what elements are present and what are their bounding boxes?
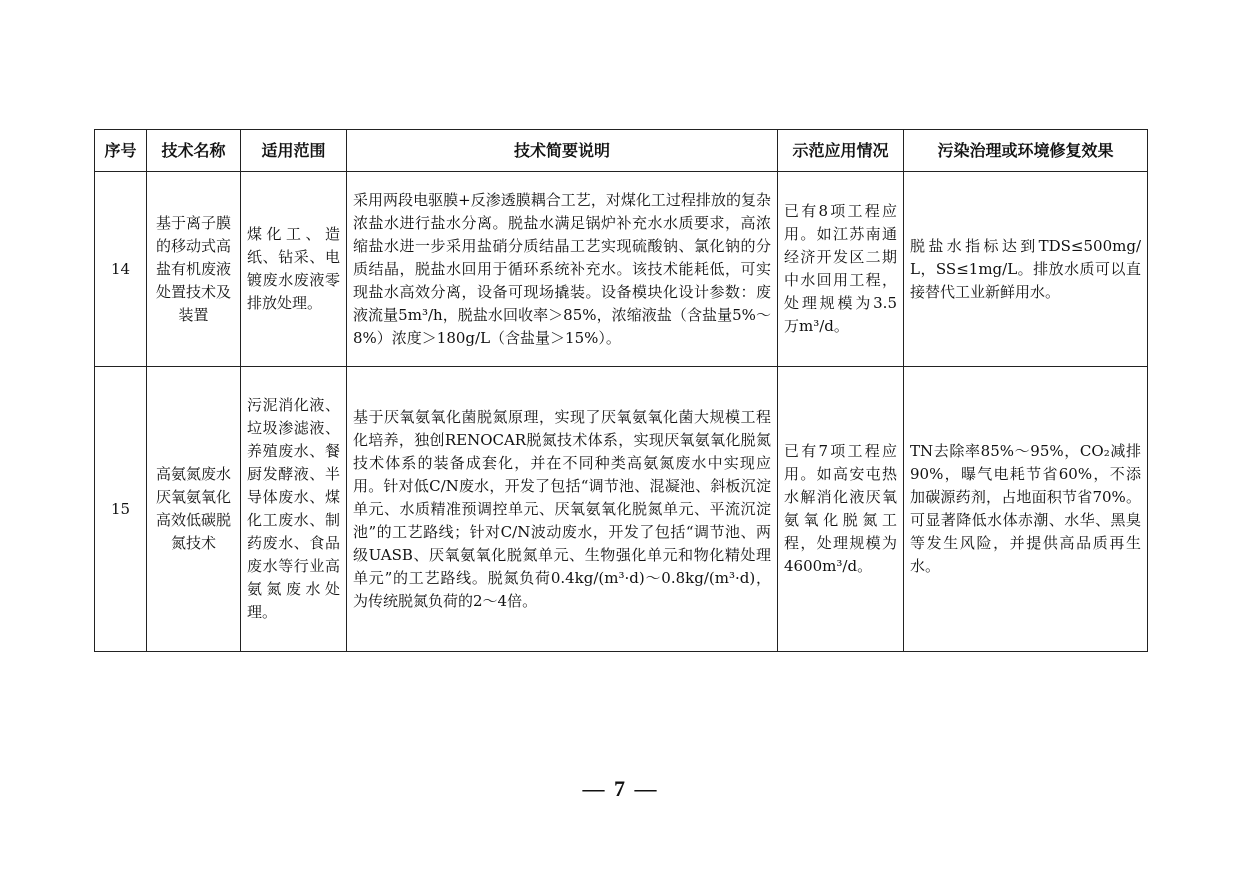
header-application: 示范应用情况 xyxy=(778,130,904,172)
header-effect: 污染治理或环境修复效果 xyxy=(904,130,1148,172)
cell-description: 基于厌氧氨氧化菌脱氮原理，实现了厌氧氨氧化菌大规模工程化培养，独创RENOCAR脱氮技术体系，实现厌氧氨氧化脱氮技术体系的装备成套化，并在不同种类高氨氮废水中实现应用。针对低C/N废水，开发了包括“调节池、混凝池、斜板沉淀单元、水质精准预调控单元、厌氧氨氧化脱氮单元、平流沉淀池”的工艺路线；针对C/N波动废水，开发了包括“调节池、两级UASB、厌氧氨氧化脱氮单元、生物强化单元和物化精处理单元”的工艺路线。脱氮负荷0.4kg/(m³·d)～0.8kg/(m³·d)，为传统脱氮负荷的2～4倍。 xyxy=(347,367,778,652)
cell-tech-name: 基于离子膜的移动式高盐有机废液处置技术及装置 xyxy=(147,172,241,367)
technology-table xyxy=(94,129,1148,652)
cell-no: 15 xyxy=(95,367,147,652)
cell-application: 已有8项工程应用。如江苏南通经济开发区二期中水回用工程，处理规模为3.5万m³/d。 xyxy=(778,172,904,367)
header-scope: 适用范围 xyxy=(241,130,347,172)
header-description: 技术简要说明 xyxy=(347,130,778,172)
cell-effect: 脱盐水指标达到TDS≤500mg/L，SS≤1mg/L。排放水质可以直接替代工业新鲜用水。 xyxy=(904,172,1148,367)
cell-application: 已有7项工程应用。如高安屯热水解消化液厌氧氨氧化脱氮工程，处理规模为4600m³/d。 xyxy=(778,367,904,652)
cell-description: 采用两段电驱膜+反渗透膜耦合工艺，对煤化工过程排放的复杂浓盐水进行盐水分离。脱盐水满足锅炉补充水水质要求，高浓缩盐水进一步采用盐硝分质结晶工艺实现硫酸钠、氯化钠的分质结晶，脱盐水回用于循环系统补充水。该技术能耗低，可实现盐水高效分离，设备可现场撬装。设备模块化设计参数：废液流量5m³/h，脱盐水回收率＞85%，浓缩液盐（含盐量5%～8%）浓度＞180g/L（含盐量＞15%）。 xyxy=(347,172,778,367)
header-no: 序号 xyxy=(95,130,147,172)
cell-effect: TN去除率85%～95%，CO₂减排90%，曝气电耗节省60%，不添加碳源药剂，占地面积节省70%。可显著降低水体赤潮、水华、黑臭等发生风险，并提供高品质再生水。 xyxy=(904,367,1148,652)
table-row xyxy=(95,172,1148,367)
page-number: — 7 — xyxy=(582,776,659,801)
header-tech-name: 技术名称 xyxy=(147,130,241,172)
cell-scope: 煤化工、造纸、钻采、电镀废水废液零排放处理。 xyxy=(241,172,347,367)
cell-tech-name: 高氨氮废水厌氧氨氧化高效低碳脱氮技术 xyxy=(147,367,241,652)
table-header-row xyxy=(95,130,1148,172)
table-row xyxy=(95,367,1148,652)
cell-no: 14 xyxy=(95,172,147,367)
cell-scope: 污泥消化液、垃圾渗滤液、养殖废水、餐厨发酵液、半导体废水、煤化工废水、制药废水、食品废水等行业高氨氮废水处理。 xyxy=(241,367,347,652)
